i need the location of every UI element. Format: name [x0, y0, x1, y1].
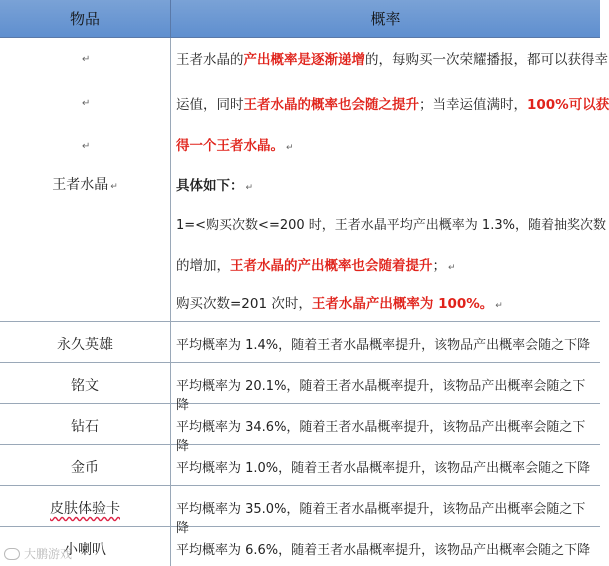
table-row	[0, 322, 600, 363]
item-probability: 平均概率为 20.1%，随着王者水晶概率提升，该物品产出概率会随之下降	[176, 379, 586, 413]
table-row	[0, 527, 600, 566]
return-mark: ↵	[82, 98, 91, 109]
watermark-text: 大鹏游戏	[24, 547, 73, 561]
crystal-detail-line3: 购买次数=201 次时，王者水晶产出概率为 100%。 ↵	[176, 296, 503, 312]
item-name: 金币	[71, 460, 99, 476]
table-row	[0, 486, 600, 536]
item-probability: 平均概率为 1.4%，随着王者水晶概率提升，该物品产出概率会随之下降	[176, 338, 591, 353]
crystal-para-line2: 运值，同时王者水晶的概率也会随之提升；当幸运值满时，100%可以获	[176, 97, 609, 113]
return-mark: ↵	[82, 141, 91, 152]
table-row	[0, 363, 600, 413]
item-probability: 平均概率为 35.0%，随着王者水晶概率提升，该物品产出概率会随之下降	[176, 502, 586, 536]
crystal-detail-title: 具体如下： ↵	[176, 178, 254, 194]
item-name: 铭文	[71, 378, 99, 394]
return-mark: ↵	[110, 182, 118, 192]
crystal-para-line1: 王者水晶的产出概率是逐渐递增的，每购买一次荣耀播报，都可以获得幸	[176, 52, 608, 68]
crystal-detail-line2: 的增加，王者水晶的产出概率也会随着提升； ↵	[176, 258, 456, 274]
watermark	[4, 545, 72, 562]
item-name: 小喇叭	[64, 542, 106, 558]
header-item: 物品	[69, 10, 100, 28]
table-header	[0, 0, 600, 38]
item-name: 钻石	[71, 419, 99, 435]
item-name-crystal	[0, 174, 170, 194]
item-probability: 平均概率为 1.0%，随着王者水晶概率提升，该物品产出概率会随之下降	[176, 461, 591, 476]
header-probability: 概率	[370, 10, 401, 28]
item-probability: 平均概率为 6.6%，随着王者水晶概率提升，该物品产出概率会随之下降	[176, 543, 591, 558]
table-row-crystal	[0, 38, 609, 322]
item-name-text: 王者水晶	[52, 177, 109, 193]
item-name: 永久英雄	[57, 337, 113, 353]
table-row	[0, 404, 600, 454]
chat-bubble-icon	[4, 548, 20, 560]
crystal-para-line3: 得一个王者水晶。 ↵	[176, 138, 294, 154]
item-probability: 平均概率为 34.6%，随着王者水晶概率提升，该物品产出概率会随之下降	[176, 420, 586, 454]
item-name: 皮肤体验卡	[50, 501, 120, 517]
table-row	[0, 445, 600, 486]
crystal-detail-line1: 1=<购买次数<=200 时，王者水晶平均产出概率为 1.3%，随着抽奖次数	[176, 218, 606, 233]
return-mark: ↵	[82, 54, 91, 65]
